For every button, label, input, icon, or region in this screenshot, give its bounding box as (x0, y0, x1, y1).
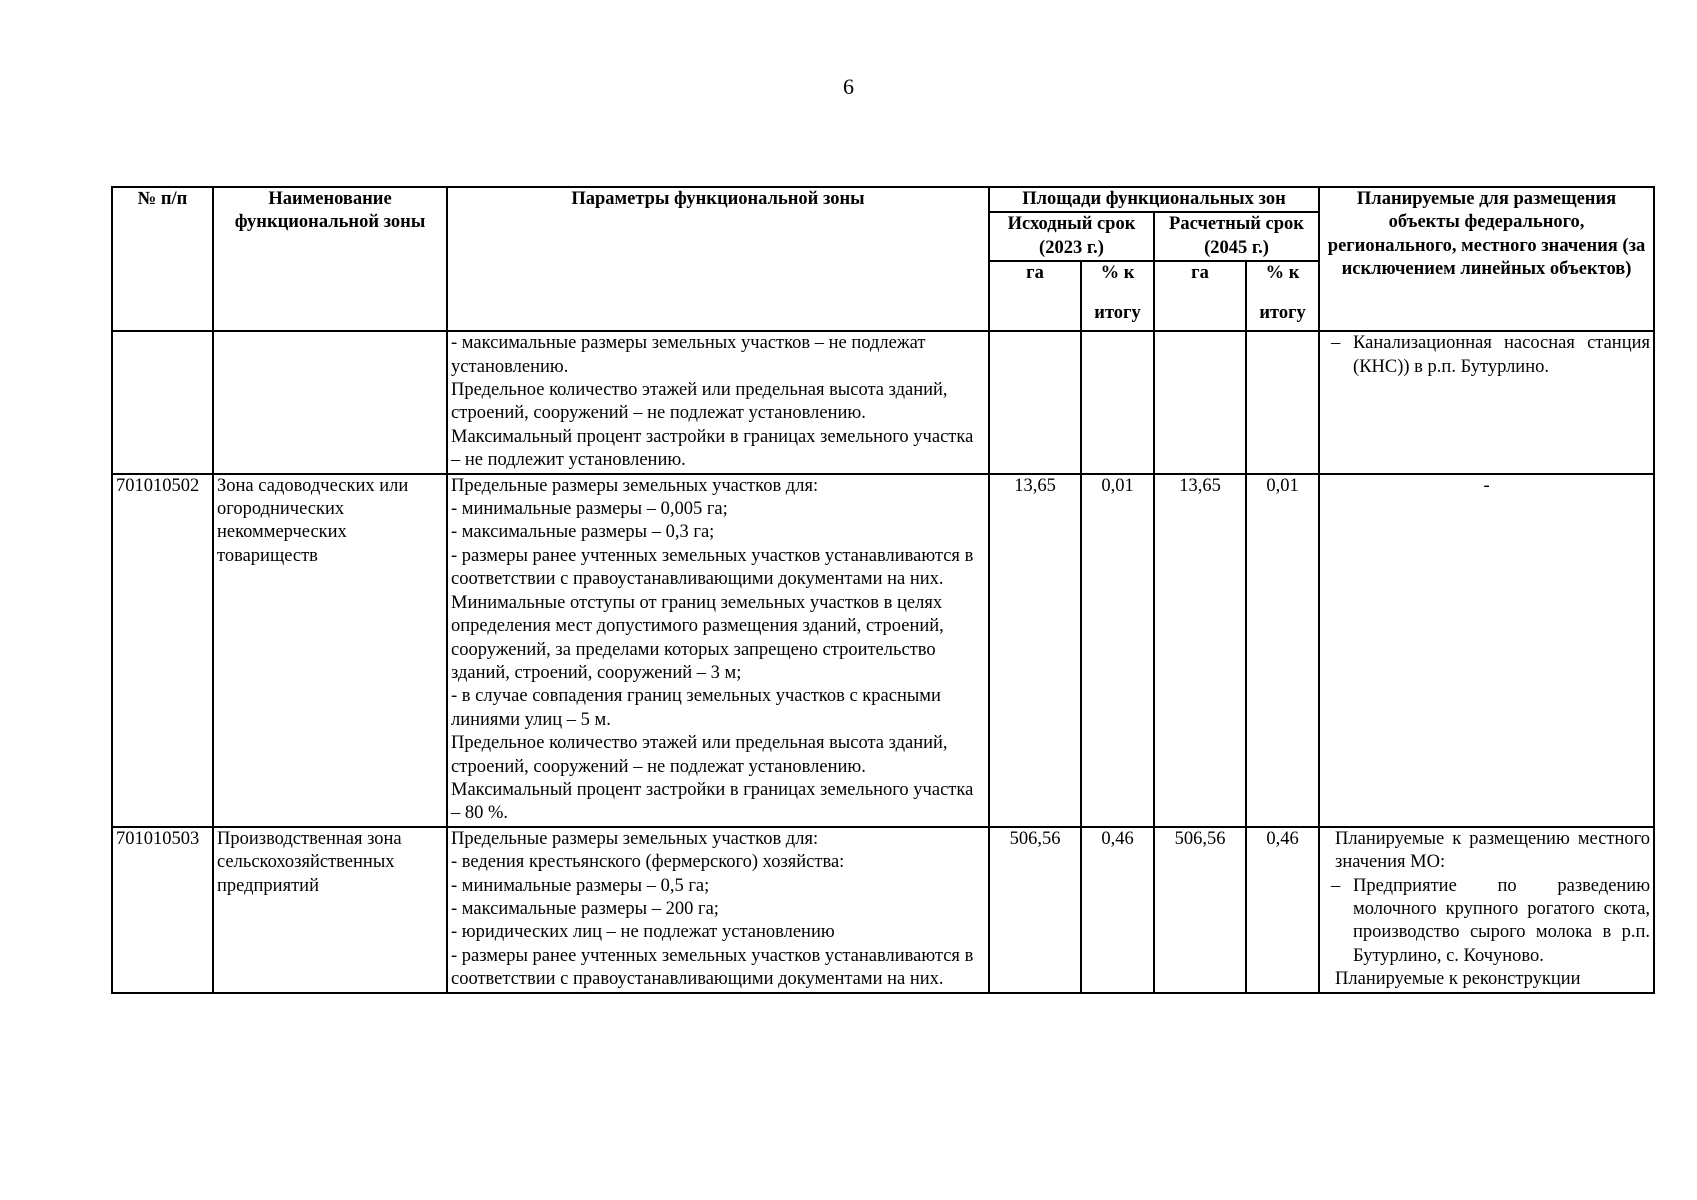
param-line: Предельное количество этажей или предельная высота зданий, строений, сооружений – не подлежат установлению. (451, 733, 948, 777)
table-row (112, 827, 1654, 993)
row-ha-2023: 506,56 (989, 827, 1081, 993)
functional-zones-table (111, 186, 1655, 994)
planned-outro: Планируемые к реконструкции (1335, 969, 1581, 990)
row-planned-objects (1319, 827, 1654, 993)
header-planned-objects: Планируемые для размещения объекты федерального, регионального, местного значения (за исключением линейных объектов) (1319, 187, 1654, 331)
param-line: - максимальные размеры земельных участков – не подлежат установлению. (451, 333, 926, 377)
dash-bullet: – (1331, 333, 1341, 354)
header-pct-2045 (1246, 261, 1319, 331)
row-pct-2045: 0,01 (1246, 474, 1319, 827)
header-pct-line1: % к (1265, 263, 1300, 284)
header-zone-areas: Площади функциональных зон (989, 187, 1319, 212)
param-line: - размеры ранее учтенных земельных участков устанавливаются в соответствии с правоустанавливающими документами на них. (451, 945, 974, 990)
header-ha-2045: га (1154, 261, 1246, 331)
planned-intro: Планируемые к размещению местного значения МО: (1335, 828, 1651, 873)
param-line: - максимальные размеры – 200 га; (451, 898, 719, 919)
param-line: - минимальные размеры – 0,005 га; (451, 499, 728, 520)
table-row (112, 331, 1654, 473)
table-row (112, 474, 1654, 827)
planned-item-text: Канализационная насосная станция (КНС)) в р.п. Бутурлино. (1353, 333, 1651, 377)
param-line: Предельные размеры земельных участков для: (451, 475, 819, 496)
param-line: - максимальные размеры – 0,3 га; (451, 522, 715, 543)
row-pct-2045: 0,46 (1246, 827, 1319, 993)
planned-item (1323, 875, 1650, 969)
param-line: Максимальный процент застройки в границах земельного участка – не подлежит установлению. (451, 426, 974, 471)
row-planned-objects (1319, 331, 1654, 473)
header-pct-line2: итогу (1094, 302, 1141, 323)
header-initial-term: Исходный срок (2023 г.) (989, 212, 1154, 261)
planned-item-text: Предприятие по разведению молочного крупного рогатого скота, производство сырого молока в р.п. Бутурлино, с. Кочуново. (1353, 875, 1651, 966)
param-line: - в случае совпадения границ земельных участков с красными линиями улиц – 5 м. (451, 686, 941, 730)
param-line: Предельные размеры земельных участков для: (451, 828, 819, 849)
row-ha-2045 (1154, 331, 1246, 473)
row-pct-2023 (1081, 331, 1154, 473)
param-line: - минимальные размеры – 0,5 га; (451, 875, 710, 896)
planned-item (1323, 332, 1650, 379)
header-zone-name: Наименование функциональной зоны (213, 187, 447, 331)
row-zone-name (213, 331, 447, 473)
param-line: Предельное количество этажей или предельная высота зданий, строений, сооружений – не подлежат установлению. (451, 380, 948, 424)
row-zone-params (447, 474, 989, 827)
param-line: - юридических лиц – не подлежат установлению (451, 922, 835, 943)
param-line: - ведения крестьянского (фермерского) хозяйства: (451, 852, 845, 873)
row-zone-params (447, 331, 989, 473)
param-line: Минимальные отступы от границ земельных участков в целях определения мест допустимого размещения зданий, строений, сооружений, за пределами которых запрещено строительство зданий, строений, сооружений – 3 м; (451, 592, 944, 683)
header-ha-2023: га (989, 261, 1081, 331)
header-pct-line2: итогу (1259, 302, 1306, 323)
row-ha-2045: 506,56 (1154, 827, 1246, 993)
header-pct-line1: % к (1100, 263, 1135, 284)
dash-bullet: – (1331, 875, 1341, 896)
row-pct-2023: 0,46 (1081, 827, 1154, 993)
row-pct-2045 (1246, 331, 1319, 473)
row-zone-name: Зона садоводческих или огороднических некоммерческих товариществ (213, 474, 447, 827)
row-ha-2023 (989, 331, 1081, 473)
row-pct-2023: 0,01 (1081, 474, 1154, 827)
row-ha-2023: 13,65 (989, 474, 1081, 827)
header-num: № п/п (112, 187, 213, 331)
row-num: 701010502 (112, 474, 213, 827)
header-zone-params: Параметры функциональной зоны (447, 187, 989, 331)
row-ha-2045: 13,65 (1154, 474, 1246, 827)
row-planned-objects: - (1319, 474, 1654, 827)
row-zone-params (447, 827, 989, 993)
row-zone-name: Производственная зона сельскохозяйственных предприятий (213, 827, 447, 993)
row-num: 701010503 (112, 827, 213, 993)
param-line: - размеры ранее учтенных земельных участков устанавливаются в соответствии с правоустанавливающими документами на них. (451, 545, 974, 590)
row-num (112, 331, 213, 473)
header-projected-term: Расчетный срок (2045 г.) (1154, 212, 1319, 261)
param-line: Максимальный процент застройки в границах земельного участка – 80 %. (451, 779, 974, 824)
page-number: 6 (843, 74, 854, 99)
header-pct-2023 (1081, 261, 1154, 331)
